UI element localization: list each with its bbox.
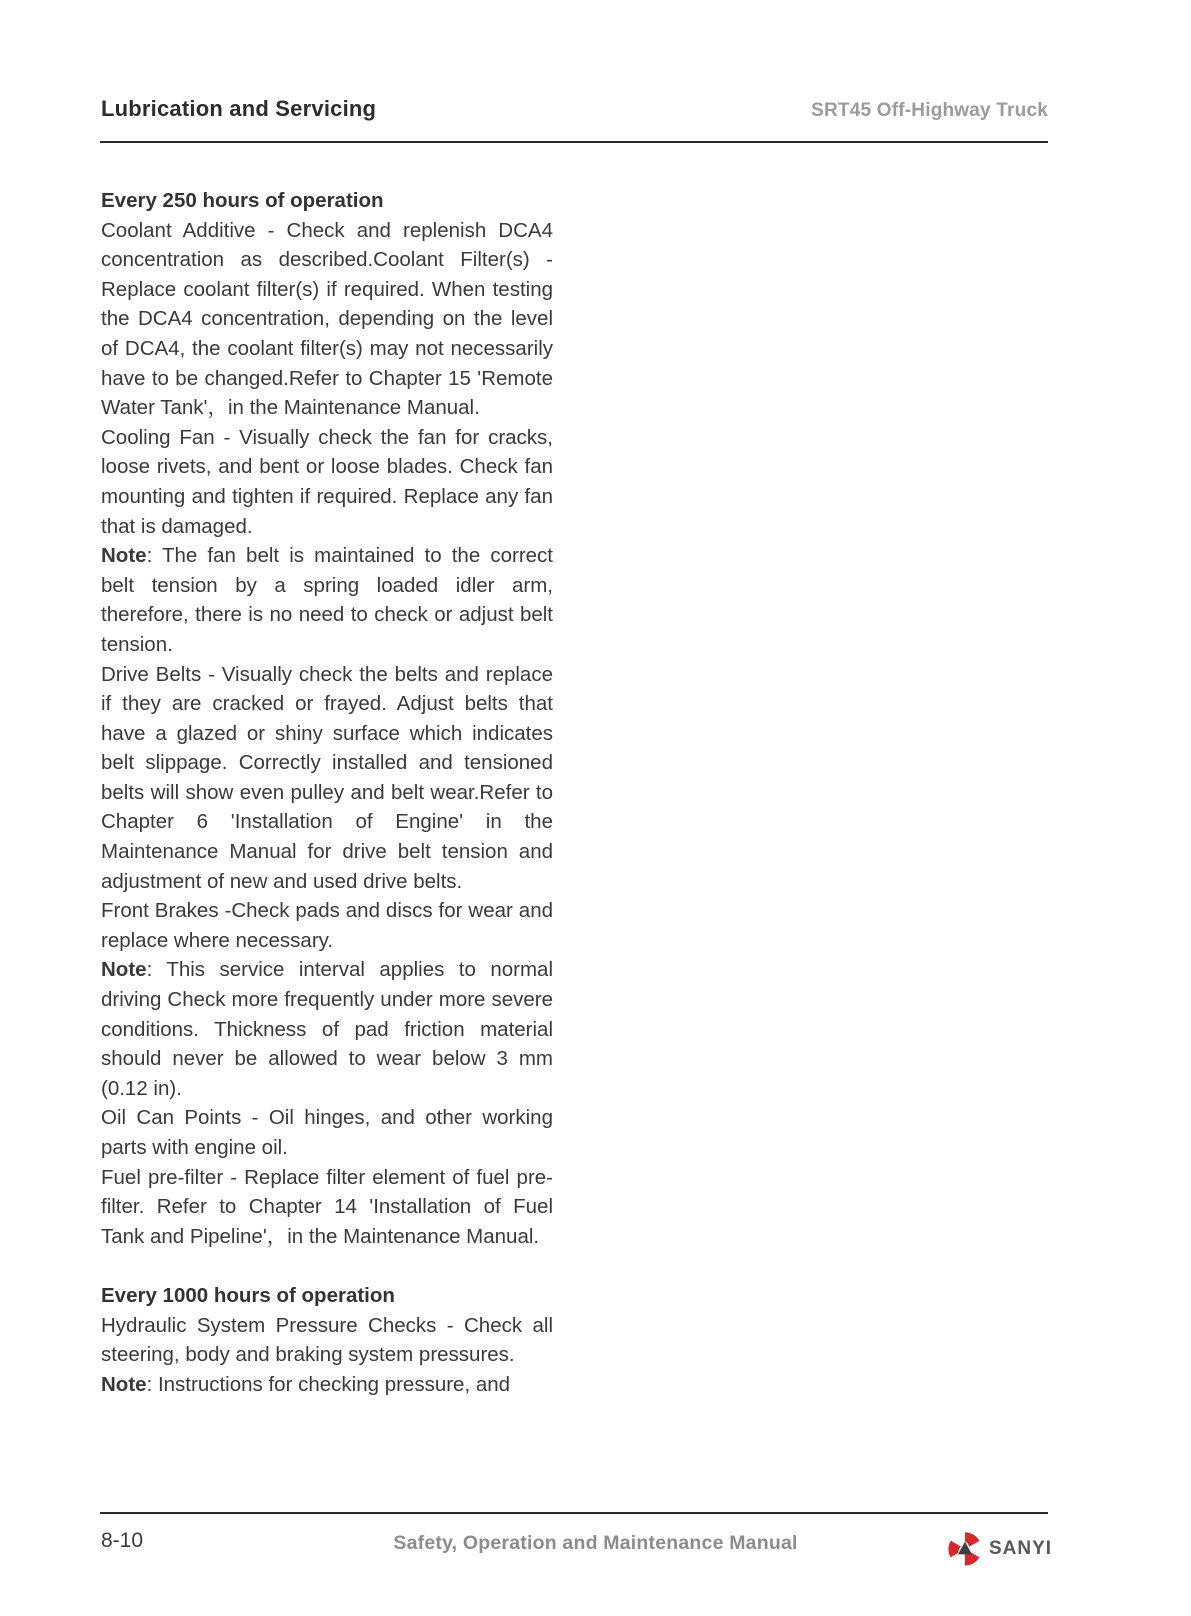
paragraph-text: Coolant Additive - Check and replenish DCA4 concentration as described.Coolant Filter(s) - Replace coolant filter(s) if required. When testing the DCA4 concentration, depending on the level of DCA4, the coolant filter(s) may not necessarily have to be changed.Refer to Chapter 15 'Remote Water Tank'，in the Maintenance Manual. xyxy=(101,218,553,420)
body-paragraph xyxy=(101,660,553,897)
paragraph-text: : The fan belt is maintained to the correct belt tension by a spring loaded idler arm, therefore, there is no need to check or adjust belt tension. xyxy=(101,544,553,656)
paragraph-text: : This service interval applies to normal driving Check more frequently under more severe conditions. Thickness of pad friction material should never be allowed to wear below 3 mm (0.12 in). xyxy=(101,958,553,1100)
paragraph-text: Oil Can Points - Oil hinges, and other working parts with engine oil. xyxy=(101,1106,553,1159)
footer-manual-title: Safety, Operation and Maintenance Manual xyxy=(393,1532,798,1554)
note-label: Note xyxy=(101,958,147,982)
paragraph-text: Drive Belts - Visually check the belts and replace if they are cracked or frayed. Adjust belts that have a glazed or shiny surface which indicates belt slippage. Correctly installed and tensioned belts will show even pulley and belt wear.Refer to Chapter 6 'Installation of Engine' in the Maintenance Manual for drive belt tension and adjustment of new and used drive belts. xyxy=(101,662,553,893)
section-heading: Every 1000 hours of operation xyxy=(101,1283,395,1307)
note-label: Note xyxy=(101,1372,147,1396)
brand-name: SANYI xyxy=(989,1538,1053,1559)
footer-divider xyxy=(100,1512,1048,1514)
section-heading: Every 250 hours of operation xyxy=(101,189,384,212)
brand-logo xyxy=(946,1530,1052,1568)
body-paragraph xyxy=(101,1311,553,1370)
page-title: Lubrication and Servicing xyxy=(101,96,377,121)
paragraph-text: : Instructions for checking pressure, and xyxy=(146,1372,511,1396)
body-paragraph xyxy=(101,1370,553,1400)
body-paragraph xyxy=(101,955,553,1103)
sanyi-logo-icon xyxy=(946,1530,984,1568)
body-text-column xyxy=(101,186,553,1399)
paragraph-text: Hydraulic System Pressure Checks - Check all steering, body and braking system pressures. xyxy=(101,1313,553,1367)
note-label: Note xyxy=(101,544,147,568)
paragraph-text: Cooling Fan - Visually check the fan for cracks, loose rivets, and bent or loose blades. Check fan mounting and tighten if required. Replace any fan that is damaged. xyxy=(101,425,553,538)
header-divider xyxy=(100,141,1048,143)
body-paragraph xyxy=(101,216,553,423)
paragraph-text: Front Brakes -Check pads and discs for wear and replace where necessary. xyxy=(101,899,553,952)
header-product-name: SRT45 Off-Highway Truck xyxy=(811,100,1048,121)
body-paragraph xyxy=(101,1163,553,1252)
body-paragraph xyxy=(101,1103,553,1162)
body-paragraph xyxy=(101,541,553,659)
page-number: 8-10 xyxy=(101,1529,144,1552)
paragraph-text: Fuel pre-filter - Replace filter element of fuel pre-filter. Refer to Chapter 14 'Installation of Fuel Tank and Pipeline'，in the Maintenance Manual. xyxy=(101,1165,553,1248)
body-paragraph xyxy=(101,423,553,541)
body-paragraph xyxy=(101,896,553,955)
